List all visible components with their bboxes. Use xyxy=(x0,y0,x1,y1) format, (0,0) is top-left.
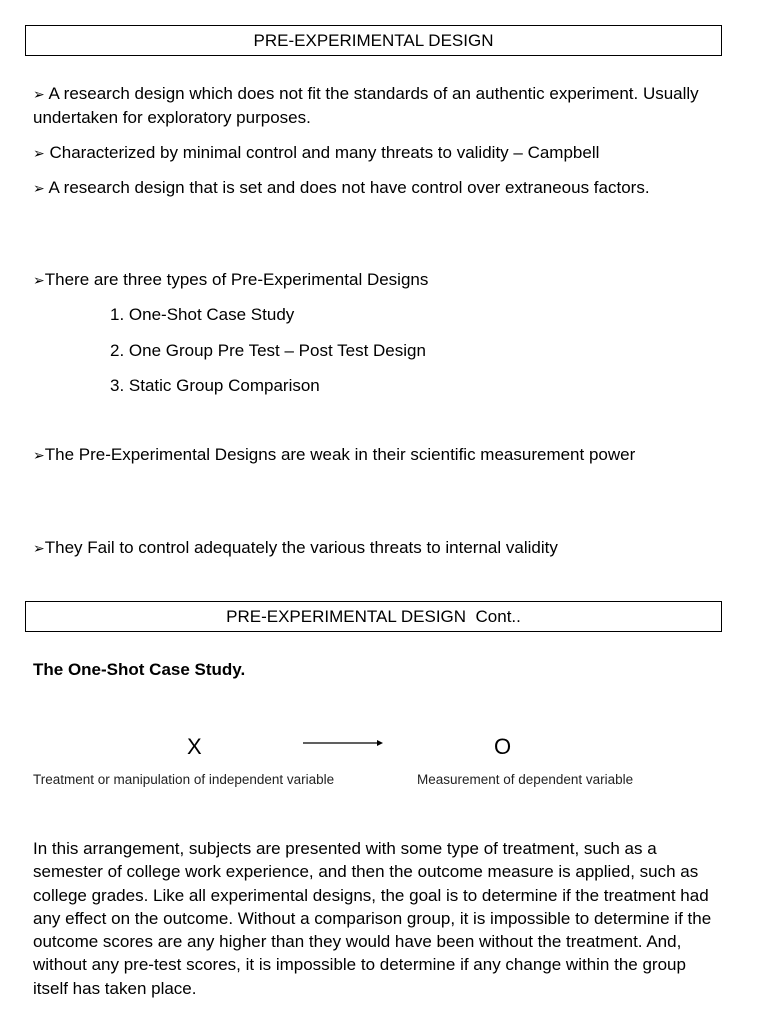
section-title: PRE-EXPERIMENTAL DESIGN xyxy=(253,31,494,50)
subsection-heading: The One-Shot Case Study. xyxy=(33,660,246,679)
section-title-box xyxy=(25,601,722,632)
bullet-text: The Pre-Experimental Designs are weak in their scientific measurement power xyxy=(44,445,636,464)
list-item: 1. One-Shot Case Study xyxy=(110,305,295,324)
arrow-bullet-icon: ➢ xyxy=(33,86,45,102)
right-arrow-icon xyxy=(303,737,383,749)
observation-symbol: O xyxy=(494,734,512,759)
list-item: 2. One Group Pre Test – Post Test Design xyxy=(110,341,426,360)
arrow-bullet-icon: ➢ xyxy=(33,540,45,556)
body-paragraph: In this arrangement, subjects are presented with some type of treatment, such as a semester of college work experience, and then the outcome measure is applied, such as college grades. Like all experimental designs, the goal is to determine if the treatment had any effect on the outcome. Without a comparison group, it is impossible to determine if the outcome scores are any higher than they would have been without the treatment. And, without any pre-test scores, it is impossible to determine if any change within the group itself has taken place. xyxy=(33,839,712,998)
bullet-item xyxy=(33,443,733,467)
section-title: PRE-EXPERIMENTAL DESIGN Cont.. xyxy=(226,607,521,626)
section-title-box xyxy=(25,25,722,56)
treatment-symbol: X xyxy=(187,734,202,759)
list-item: 3. Static Group Comparison xyxy=(110,376,320,395)
bullet-text: A research design that is set and does not have control over extraneous factors. xyxy=(48,178,650,197)
bullet-text: A research design which does not fit the standards of an authentic experiment. Usually undertaken for exploratory purposes. xyxy=(33,84,699,127)
bullet-item xyxy=(33,141,733,165)
arrow-bullet-icon: ➢ xyxy=(33,180,45,196)
bullet-text: There are three types of Pre-Experimental Designs xyxy=(44,270,429,289)
treatment-caption: Treatment or manipulation of independent variable xyxy=(33,772,335,787)
bullet-item xyxy=(33,176,733,200)
arrow-bullet-icon: ➢ xyxy=(33,447,45,463)
measurement-caption: Measurement of dependent variable xyxy=(417,772,634,787)
arrow-bullet-icon: ➢ xyxy=(33,272,45,288)
arrow-bullet-icon: ➢ xyxy=(33,145,45,161)
bullet-item xyxy=(33,268,733,292)
bullet-text: Characterized by minimal control and many threats to validity – Campbell xyxy=(49,143,600,162)
bullet-item xyxy=(33,536,733,560)
bullet-text: They Fail to control adequately the various threats to internal validity xyxy=(44,538,558,557)
bullet-item xyxy=(33,82,733,129)
